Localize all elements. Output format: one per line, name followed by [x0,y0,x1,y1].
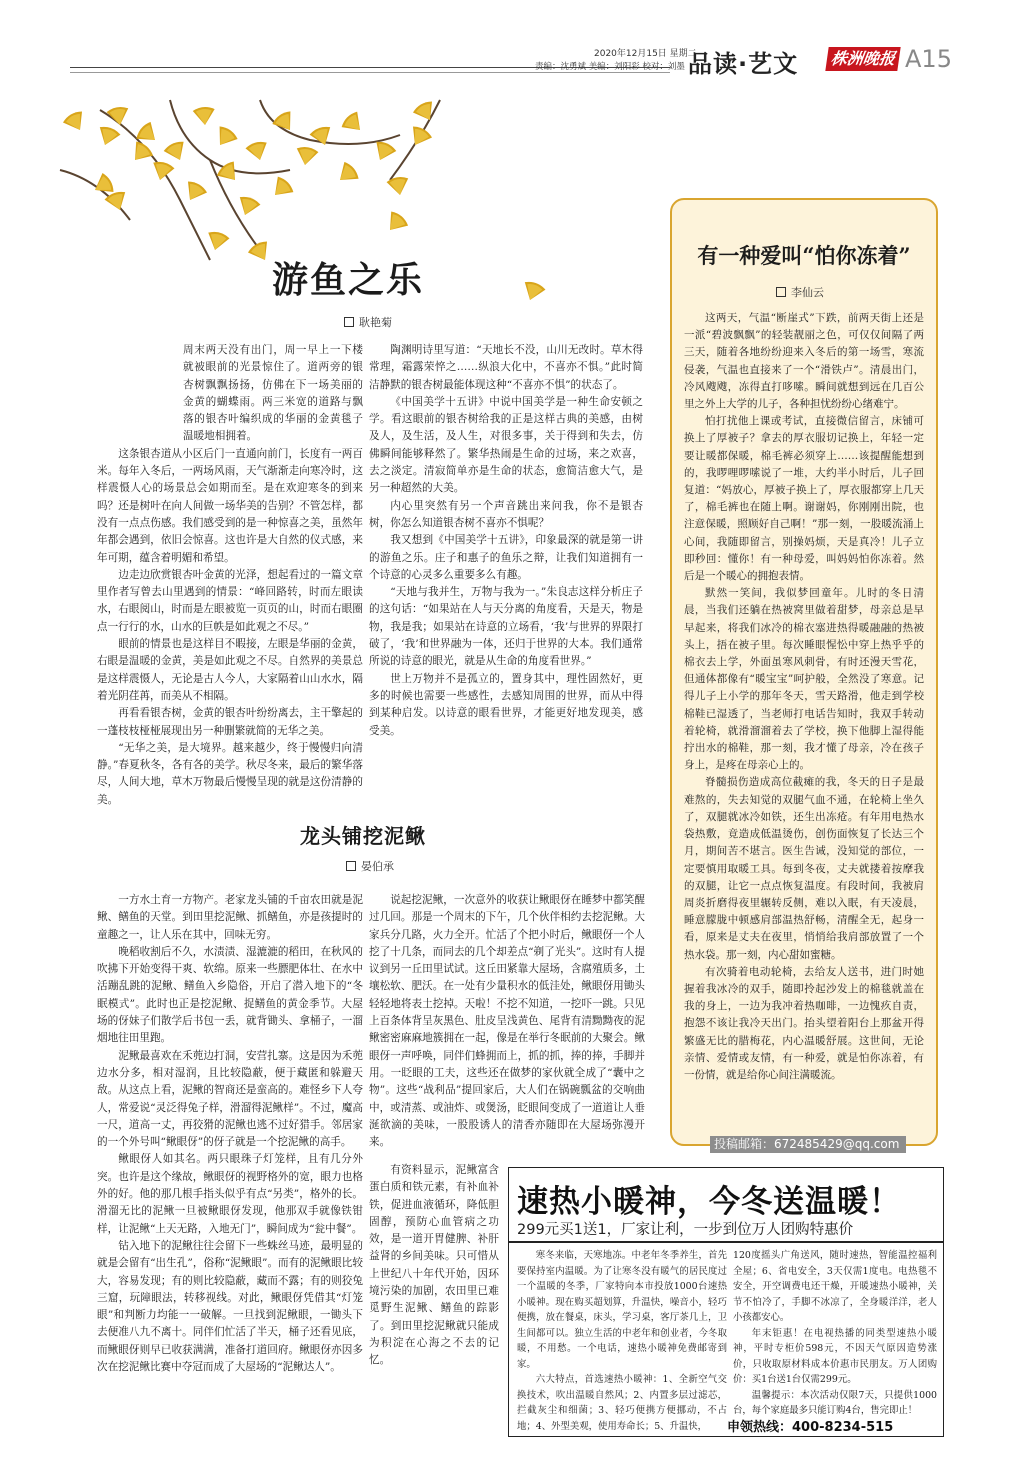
sidebar-article-column [684,310,924,1130]
article-paragraph: 钻入地下的泥鳅往往会留下一些蛛丝马迹，最明显的就是会留有“出生孔”，俗称“泥鳅眼”。而有的泥鳅眼比较大，容易发现；有的则比较隐蔽，藏而不露；有的则狡兔三窟，玩障眼法，转移视线。对此，鳅眼伢凭借其“灯笼眼”和判断力均能一一破解。一旦找到泥鳅眼，一锄头下去便准八九不离十。同伴们忙活了半天，桶子还看见底，而鳅眼伢则早已收获满满，准备打道回府。鳅眼伢亦因多次在挖泥鳅比赛中夺冠而成了大屋场的“泥鳅达人”。 [97,1239,363,1374]
article-paragraph: “天地与我并生，万物与我为一。”朱良志这样分析庄子的这句话：“如果站在人与天分离的角度看，天是天，物是物，我是我；如果站在诗意的立场看，‘我’与世界的界限打破了，‘我’和世界融为一体，还归于世界的大本。我们通常所说的诗意的眼光，就是从生命的角度看世界。” [369,586,643,668]
byline-box-icon [344,317,354,327]
article-paragraph: 有资料显示，泥鳅富含蛋白质和铁元素，有补血补铁，促进血液循环，降低胆固醇，预防心血管病之功效，是一道开胃健脾、补肝益肾的乡间美味。只可惜从上世纪八十年代开始，因环境污染的加剧，农田里已难觅野生泥鳅、鳝鱼的踪影了。到田里挖泥鳅就只能成为积淀在心海之不去的记忆。 [369,1164,499,1367]
article-paragraph: 这条银杏道从小区后门一直通向前门，长度有一两百米。每年入冬后，一两场风雨，天气渐渐走向寒冷时，这样震慑人心的场景总会如期而至。是在欢迎寒冬的到来吗？还是树叶在向人间做一场华美的告别？不管怎样，都没有一点点伤感。我们感受到的是一种惊喜之美，虽然年年都会遇到，依旧会惊喜。这也许是大自然的仪式感，来年可期，蕴含着明媚和希望。 [97,447,363,564]
article-column [369,892,645,1157]
article-column [369,1162,499,1398]
issue-date: 2020年12月15日 星期二 [594,49,697,59]
article-paragraph: 《中国美学十五讲》中说中国美学是一种生命安顿之学。看这眼前的银杏树给我的正是这样古典的美感，由树及人，及生活，及人生，对很多事，关于得到和失去，仿佛瞬间能够释然了。繁华热闹是生命的过场，来之欢喜，去之淡定。清寂简单亦是生命的状态，愈简洁愈大气，是另一种超然的大美。 [369,395,643,495]
article-paragraph: 一方水土育一方物产。老家龙头铺的千亩农田就是泥鳅、鳝鱼的天堂。到田里挖泥鳅、抓鳝鱼，亦是孩提时的童趣之一，让人乐在其中，回味无穷。 [97,894,363,941]
article-paragraph: 眼前的情景也是这样目不暇接，左眼是华丽的金黄，右眼是温暖的金黄，美是如此观之不尽。自然界的美景总是这样震慑人，无论是古人今人，大家隔着山山水水，隔着光阴荏苒，而美从不相隔。 [97,638,363,702]
ad-hotline: 申领热线：400-8234-515 [727,1420,894,1435]
article-paragraph: 说起挖泥鳅，一次意外的收获让鳅眼伢在睡梦中都笑醒过几回。那是一个周末的下午，几个伙伴相约去挖泥鳅。大家兵分几路，火力全开。忙活了个把小时后，鳅眼伢一个人挖了十几条，而同去的几个却差点“剃了光头”。这时有人提议到另一丘田里试试。这丘田紧靠大屋场，含腐殖质多，土壤松软、肥沃。在一处有少量积水的低洼处，鳅眼伢用锄头轻轻地将表土挖掉。天啦！不挖不知道，一挖吓一跳。只见上百条体背呈灰黑色、肚皮呈浅黄色、尾背有清黝黝夜的泥鳅密密麻麻地簇拥在一起，像是在举行冬眠前的大聚会。鳅眼伢一声呼唤，同伴们蜂拥而上，抓的抓，捧的捧，手脚并用。一眨眼的工夫，这些还在做梦的家伙就全成了“囊中之物”。这些“战利品”提回家后，大人们在锅碗瓢盆的交响曲中，或清蒸、或油炸、或煲汤，眨眼间变成了一道道让人垂涎欲滴的美味，一股股诱人的清香亦随即在大屋场弥漫开来。 [369,894,645,1149]
page-header [0,0,1031,80]
article-byline [346,858,394,874]
article-title: 游鱼之乐 [272,259,425,301]
article-column [369,342,643,774]
article-paragraph: 泥鳅最喜欢在禾蔸边打洞，安营扎寨。这是因为禾蔸边水分多，相对湿润，且比较隐蔽，便于藏匿和躲避天敌。从这点上看，泥鳅的智商还是蛮高的。难怪乡下人夸人，常爱说“灵泛得兔子样，滑溜得泥鳅样”。不过，魔高一尺，道高一丈，再狡猾的泥鳅也逃不过好猎手。邻居家的一个外号叫“鳅眼伢”的伢子就是一个挖泥鳅的高手。 [97,1049,363,1149]
article-title: 龙头铺挖泥鳅 [300,824,426,848]
section-title: 品读·艺文 [688,50,799,78]
editor-credits: 责编：沈勇斌 美编：刘阳彩 校对：刘墨 [535,62,685,72]
header-rule-thin [70,72,670,73]
article-paragraph: “无华之美，是大境界。越来越少，终于慢慢归向清静。”春夏秋冬，各有各的美学。秋尽冬来，最后的繁华落尽，人间大地，草木万物最后慢慢呈现的就是这份清静的美。 [97,741,363,806]
article-author: 耿艳菊 [359,316,392,329]
ad-paragraph: 120度摇头广角送风，随时速热，智能温控福利全屋；6、省电安全，3天仅需1度电。电热毯不安全，开空调费电还干燥，开暖速热小暖神，关节不怕冷了，手脚不冰凉了，全身暖洋洋，老人小孩都安心。 [733,1250,937,1323]
sidebar-article-box [670,198,938,1146]
article-author: 晏伯承 [361,860,394,873]
sidebar-article-title: 有一种爱叫“怕你冻着” [697,243,911,268]
ad-paragraph: 寒冬来临，天寒地冻。中老年冬季养生，首先要保持室内温暖。为了让寒冬没有暖气的居民度过一个温暖的冬季，厂家特向本市投放1000台速热小暖神。现在购买超划算，升温快，噪音小，轻巧便携，放在餐桌，床头，学习桌，客厅茶几上，卫生间都可以。独立生活的中老年和创业者，今冬取暖，不用愁。一个电话，速热小暖神免费邮寄到家。 [517,1250,727,1370]
article-paragraph: 脊髓损伤造成高位截瘫的我，冬天的日子是最难熬的，失去知觉的双腿气血不通，在轮椅上坐久了，双腿就冰冷如铁，还生出冻疮。有年用电热水袋热敷，竟造成低温烫伤，创伤面恢复了长达三个月，期间苦不堪言。医生告诫，没知觉的部位，一定要慎用取暖工具。每到冬夜，丈夫就搂着按摩我的双腿，让它一点点恢复温度。有段时间，我被肩周炎折磨得夜里辗转反侧，难以入眠，有天凌晨，睡意朦胧中顿感肩部温热舒畅，清醒全无，起身一看，原来是丈夫在夜里，悄悄给我肩部放置了一个热水袋。那一刻，内心甜如蜜糖。 [684,776,924,961]
article-paragraph: 周末两天没有出门，周一早上一下楼就被眼前的光景惊住了。道两旁的银杏树飘飘扬扬，仿佛在下一场美丽的金黄的蝴蝶雨。两三米宽的道路与飘落的银杏叶编织成的华丽的金黄毯子温暖地相拥着。 [183,344,363,443]
article-paragraph: 有次骑着电动轮椅，去给友人送书，进门时她握着我冰冷的双手，随即拎起沙发上的棉毯就盖在我的身上，一边为我冲着热咖啡，一边愧疚自责，抱怨不该让我冷天出门。抬头望着阳台上那盆开得繁盛无比的腊梅花，内心温暖舒展。这世间，无论亲情、爱情或友情，有一种爱，就是怕你冻着，有一份情，就是给你心间注满暖流。 [684,965,924,1081]
article-paragraph: 世上万物并不是孤立的，置身其中，理性固然好，更多的时候也需要一些感性，去感知周围的世界，而从中得到某种启发。以诗意的眼看世界，才能更好地发现美，感受美。 [369,672,643,737]
ad-headline: 速热小暖神，今冬送温暖！ [517,1184,901,1220]
article-paragraph: 再看看银杏树，金黄的银杏叶纷纷离去，主干擎起的一蓬枝枝桠桠展现出另一种删繁就简的无华之美。 [97,707,363,737]
ad-paragraph: 六大特点，首选速热小暖神：1、全新空气交换技术，吹出温暖自然风；2、内置多层过滤芯，拦截灰尘和细菌；3、轻巧便携方便挪动，不占地；4、外型美观，使用寿命长；5、升温快， [517,1374,727,1432]
ad-paragraph: 温馨提示：本次活动仅限7天，只提供1000台，每个家庭最多只能订购4台，售完即止！ [733,1389,937,1416]
article-paragraph: 这两天，气温“断崖式”下跌，前两天街上还是一派“碧波飘飘”的轻装靓丽之色，可仅仅间隔了两三天，随着各地纷纷迎来入冬后的第一场雪，寒流侵袭，气温也直接来了一个“滑铁卢”。清晨出门，冷风飕飕，冻得直打哆嗦。瞬间就想到远在几百公里之外上大学的儿子，各种担忧纷纷心绪难宁。 [684,312,924,411]
ad-column [733,1248,937,1414]
submission-email: 投稿邮箱：672485429@qq.com [710,1136,906,1153]
ad-subheadline: 299元买1送1，厂家让利，一步到位万人团购特惠价 [517,1222,854,1238]
article-paragraph: 鳅眼伢人如其名。两只眼珠子灯笼样，且有几分外突。也许是这个缘故，鳅眼伢的视野格外的宽，眼力也格外的好。他的那几根手指头似乎有点“另类”，格外的长。滑溜无比的泥鳅一旦被鳅眼伢发现，他那双手就像铁钳样，让泥鳅“上天无路，入地无门”，瞬间成为“瓮中餐”。 [97,1153,363,1235]
newspaper-logo: 株洲晚报 [825,47,900,71]
byline-box-icon [346,861,356,871]
article-paragraph: 怕打扰他上课或考试，直接微信留言，床铺可换上了厚被子？拿去的厚衣服切记换上，年轻一定要让暖都保暖，棉毛裤必须穿上……该提醒能想到的，我啰哩啰嗦说了一堆，大约半小时后，儿子回复道：“妈放心，厚被子换上了，厚衣服都穿上几天了，棉毛裤也在随上啊。谢谢妈，你刚刚出院，也注意保暖，照顾好自己啊！”那一刻，一股暖流涌上心间，我随即留言，别操妈烦，天是真冷！儿子立即秒回：懂你！有一种母爱，叫妈妈怕你冻着。然后是一个暖心的拥抱表情。 [684,415,924,583]
article-column [97,342,363,806]
article-column [97,892,363,1407]
ad-paragraph: 年末钜惠！在电视热播的同类型速热小暖神，平时专柜价598元，不因天气原因造势涨价，只收取原材料成本价惠市民朋友。万人团购价：买1台送1台仅需299元。 [733,1327,937,1385]
ad-divider [509,1241,943,1243]
article-paragraph: 默然一笑间，我似梦回童年。儿时的冬日清晨，当我们还躺在热被窝里做着甜梦，母亲总是早早起来，将我们冰冷的棉衣塞进热得暖融融的热被头上，捂在被子里。每次睡眼惺忪中穿上热乎乎的棉衣去上学，外面虽寒风刺骨，有时还漫天雪花，但通体都像有“暖宝宝”呵护般，全然没了寒意。记得儿子上小学的那年冬天，雪天路滑，他走到学校棉鞋已湿透了，当老师打电话告知时，我双手转动着轮椅，就滑溜溜着去了学校，换下他脚上湿得能拧出水的棉鞋，那一刻，我才懂了母亲，冷在孩子身上，是疼在母亲心上的。 [684,587,924,772]
article-byline [776,284,824,300]
article-paragraph: 边走边欣赏银杏叶金黄的光泽，想起看过的一篇文章里作者写曾去山里遇到的情景：“峰回路转，时而左眼读水，右眼阅山，时而是左眼被览一页页的山，时而右眼圈点一行行的水，山水的巨帙是如此观之不尽。” [97,568,363,633]
article-paragraph: 内心里突然有另一个声音跳出来问我，你不是银杏树，你怎么知道银杏树不喜亦不惧呢？ [369,499,643,529]
byline-box-icon [776,287,786,297]
article-paragraph: 陶渊明诗里写道：“天地长不没，山川无改时。草木得常理，霜露荣悴之……纵浪大化中，不喜亦不惧。”此时简洁静默的银杏树最能体现这种“不喜亦不惧”的状态了。 [369,344,643,391]
article-author: 李仙云 [791,286,824,299]
article-paragraph: 晚稻收割后不久，水渍渍、湿漉漉的稻田，在秋风的吹拂下开始变得干爽、软绵。原来一些膘肥体壮、在水中活蹦乱跳的泥鳅、鳝鱼入乡隐俗，开启了潜入地下的“冬眠模式”。此时也正是挖泥鳅、捉鳝鱼的黄金季节。大屋场的伢妹子们散学后书包一丢，就背锄头、拿桶子，一溜烟地往田里跑。 [97,945,363,1045]
article-paragraph: 我又想到《中国美学十五讲》，印象最深的就是第一讲的游鱼之乐。庄子和惠子的鱼乐之辩，让我们知道拥有一个诗意的心灵多么重要多么有趣。 [369,534,643,581]
heater-advertisement [508,1167,944,1437]
ad-column [517,1248,727,1433]
article-byline [344,314,392,330]
page-number: A15 [905,45,952,73]
